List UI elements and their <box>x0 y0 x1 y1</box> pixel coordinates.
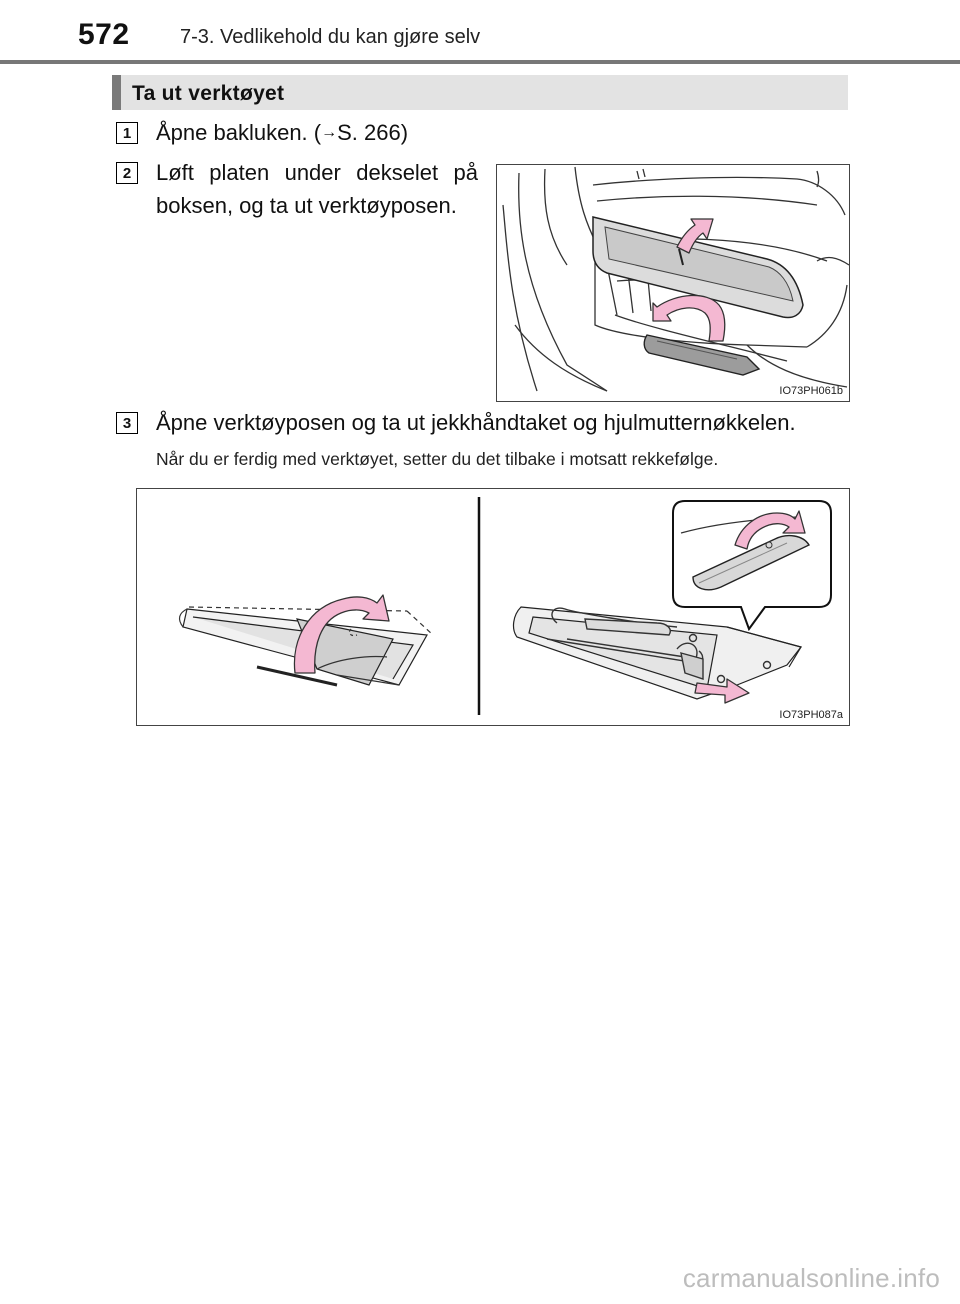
figure-trunk-board <box>496 164 850 402</box>
chapter-title: 7-3. Vedlikehold du kan gjøre selv <box>180 26 481 48</box>
section-title: Ta ut verktøyet <box>132 82 285 105</box>
note-text: Når du er ferdig med verktøyet, setter du det tilbake i motsatt rekkefølge. <box>156 449 719 469</box>
page-reference-link[interactable]: S. 266) <box>337 120 409 145</box>
rotate-arrow-icon <box>653 295 725 341</box>
step-2-text <box>156 156 478 222</box>
step-2-line-2: boksen, og ta ut verktøyposen. <box>156 193 457 218</box>
figure-1-code: IO73PH061b <box>779 385 843 397</box>
section-accent <box>112 75 121 110</box>
header-divider <box>0 60 960 64</box>
step-1-text-before: Åpne bakluken. ( <box>156 120 322 145</box>
step-number-2: 2 <box>116 162 138 184</box>
step-number-1: 1 <box>116 122 138 144</box>
watermark: carmanualsonline.info <box>682 1263 940 1293</box>
step-number-3: 3 <box>116 412 138 434</box>
figure-2-code: IO73PH087a <box>779 709 843 721</box>
page-number: 572 <box>78 18 130 51</box>
figure-tool-bag <box>136 488 850 726</box>
step-3-text: Åpne verktøyposen og ta ut jekkhåndtaket og hjulmutternøkkelen. <box>156 410 796 435</box>
step-1-text <box>156 116 408 149</box>
trunk-illustration <box>497 165 849 401</box>
tool-bag-illustration <box>137 489 849 725</box>
reference-arrow-icon: → <box>321 124 338 141</box>
section-heading-bar <box>112 75 848 110</box>
step-2-line-1: Løft platen under dekselet på <box>156 160 478 185</box>
